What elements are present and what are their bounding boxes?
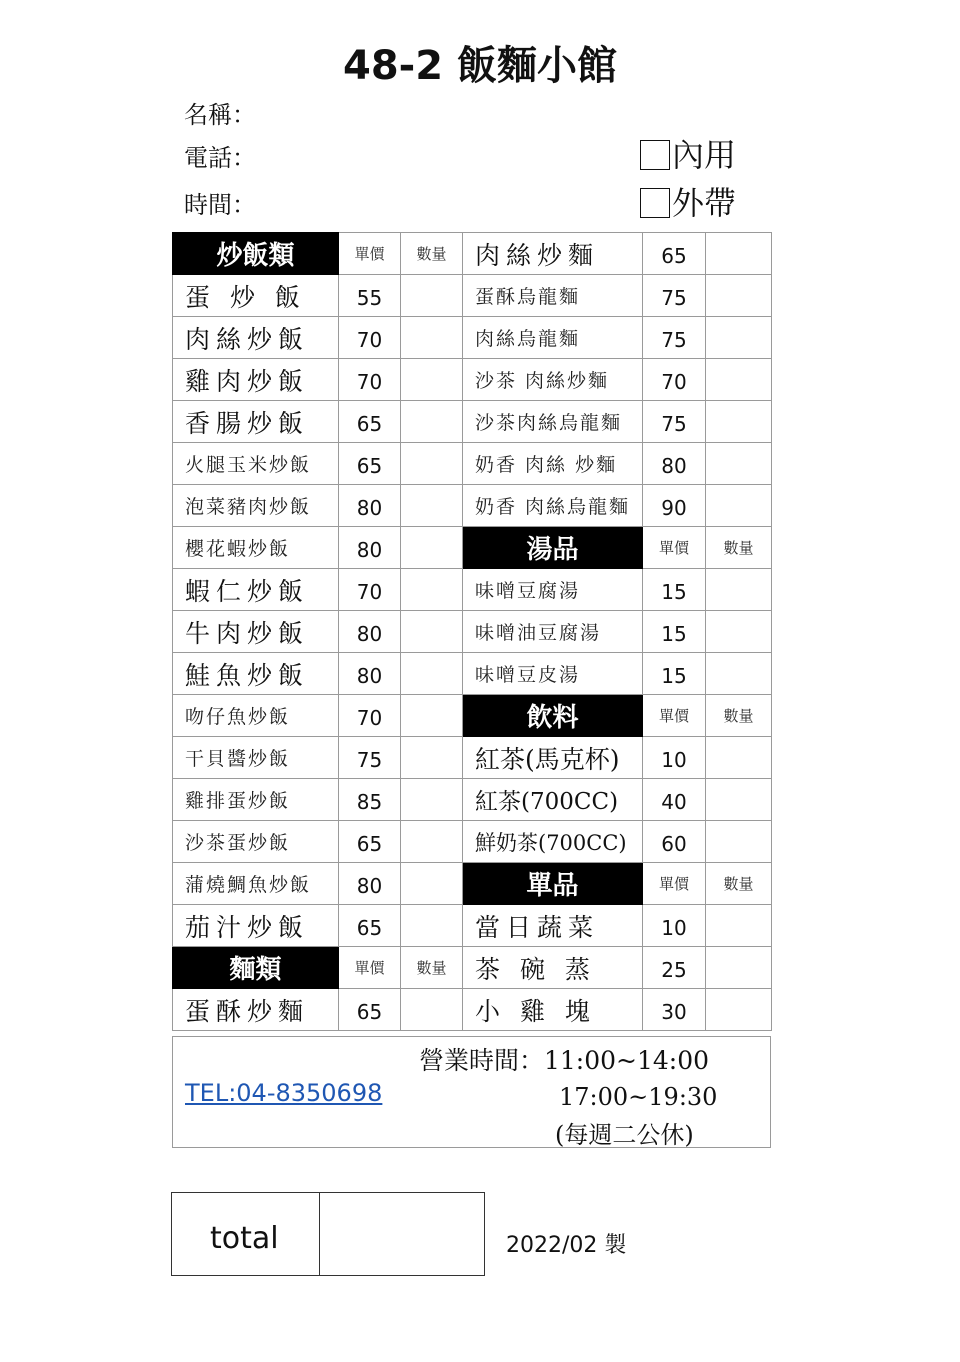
fried-rice-item-name: 蛋 炒 飯 <box>173 275 339 317</box>
quantity-cell[interactable] <box>401 401 463 443</box>
noodle-item-name: 肉絲烏龍麵 <box>463 317 643 359</box>
table-row <box>173 317 772 359</box>
soup-header: 湯品 <box>463 527 643 569</box>
time-label: 時間： <box>184 191 256 219</box>
quantity-header: 數量 <box>706 863 772 905</box>
noodle-item-name: 肉絲炒麵 <box>463 233 643 275</box>
fried-rice-item-name: 蒲燒鯛魚炒飯 <box>173 863 339 905</box>
unit-price-header: 單價 <box>643 863 706 905</box>
table-row <box>173 569 772 611</box>
table-row <box>173 863 772 905</box>
fried-rice-item-price: 80 <box>339 653 401 695</box>
table-row <box>173 653 772 695</box>
quantity-cell[interactable] <box>401 317 463 359</box>
drink-item-price: 40 <box>643 779 706 821</box>
noodle-item-name: 蛋酥炒麵 <box>173 989 339 1031</box>
quantity-cell[interactable] <box>401 737 463 779</box>
soup-item-name: 味噌豆皮湯 <box>463 653 643 695</box>
quantity-header: 數量 <box>401 233 463 275</box>
unit-price-header: 單價 <box>643 695 706 737</box>
noodles-header: 麵類 <box>173 947 339 989</box>
fried-rice-item-name: 牛肉炒飯 <box>173 611 339 653</box>
soup-item-price: 15 <box>643 653 706 695</box>
fried-rice-item-price: 65 <box>339 905 401 947</box>
table-row <box>173 401 772 443</box>
holiday-note: (每週二公休) <box>555 1121 694 1149</box>
fried-rice-header: 炒飯類 <box>173 233 339 275</box>
fried-rice-item-price: 70 <box>339 695 401 737</box>
footer-info <box>172 1036 771 1148</box>
quantity-header: 數量 <box>706 695 772 737</box>
single-item-name: 茶 碗 蒸 <box>463 947 643 989</box>
table-row <box>173 779 772 821</box>
drink-item-price: 60 <box>643 821 706 863</box>
total-value-box[interactable] <box>319 1192 485 1276</box>
fried-rice-item-name: 蝦仁炒飯 <box>173 569 339 611</box>
noodle-item-name: 蛋酥烏龍麵 <box>463 275 643 317</box>
fried-rice-item-price: 80 <box>339 863 401 905</box>
table-row <box>173 947 772 989</box>
quantity-cell[interactable] <box>401 905 463 947</box>
quantity-cell[interactable] <box>706 947 772 989</box>
noodle-item-price: 90 <box>643 485 706 527</box>
drink-item-name: 紅茶(馬克杯) <box>463 737 643 779</box>
fried-rice-item-name: 茄汁炒飯 <box>173 905 339 947</box>
table-row <box>173 359 772 401</box>
menu-table <box>172 232 772 1031</box>
business-hours: 營業時間：11:00~14:00 <box>419 1046 710 1075</box>
noodle-item-price: 75 <box>643 275 706 317</box>
takeout-label: 外帶 <box>672 184 737 222</box>
drinks-header: 飲料 <box>463 695 643 737</box>
drink-item-name: 紅茶(700CC) <box>463 779 643 821</box>
table-row <box>173 905 772 947</box>
noodle-item-name: 沙茶肉絲烏龍麵 <box>463 401 643 443</box>
quantity-cell[interactable] <box>706 989 772 1031</box>
unit-price-header: 單價 <box>339 233 401 275</box>
noodle-item-price: 70 <box>643 359 706 401</box>
unit-price-header: 單價 <box>643 527 706 569</box>
singles-header: 單品 <box>463 863 643 905</box>
fried-rice-item-name: 沙茶蛋炒飯 <box>173 821 339 863</box>
single-item-price: 30 <box>643 989 706 1031</box>
phone-link[interactable]: TEL:04-8350698 <box>185 1079 383 1107</box>
single-item-name: 當日蔬菜 <box>463 905 643 947</box>
fried-rice-item-name: 鮭魚炒飯 <box>173 653 339 695</box>
dine-in-label: 內用 <box>672 136 737 174</box>
table-row <box>173 821 772 863</box>
fried-rice-item-price: 80 <box>339 527 401 569</box>
table-row <box>173 989 772 1031</box>
quantity-cell[interactable] <box>401 821 463 863</box>
fried-rice-item-name: 干貝醬炒飯 <box>173 737 339 779</box>
fried-rice-item-price: 65 <box>339 443 401 485</box>
soup-item-name: 味噌豆腐湯 <box>463 569 643 611</box>
table-row <box>173 695 772 737</box>
fried-rice-item-name: 肉絲炒飯 <box>173 317 339 359</box>
phone-label: 電話： <box>184 144 256 172</box>
table-row <box>173 611 772 653</box>
fried-rice-item-price: 85 <box>339 779 401 821</box>
fried-rice-item-price: 70 <box>339 359 401 401</box>
quantity-cell[interactable] <box>706 821 772 863</box>
noodle-item-price: 75 <box>643 401 706 443</box>
quantity-header: 數量 <box>706 527 772 569</box>
total-label: total <box>210 1221 279 1256</box>
quantity-cell[interactable] <box>706 233 772 275</box>
page-title: 48-2 飯麵小館 <box>342 43 618 89</box>
soup-item-price: 15 <box>643 611 706 653</box>
quantity-cell[interactable] <box>706 359 772 401</box>
table-row <box>173 233 772 275</box>
dine-in-checkbox[interactable] <box>640 140 670 170</box>
quantity-cell[interactable] <box>401 443 463 485</box>
quantity-cell[interactable] <box>401 527 463 569</box>
quantity-header: 數量 <box>401 947 463 989</box>
quantity-cell[interactable] <box>401 485 463 527</box>
single-item-name: 小 雞 塊 <box>463 989 643 1031</box>
quantity-cell[interactable] <box>706 653 772 695</box>
noodle-item-name: 奶香 肉絲 炒麵 <box>463 443 643 485</box>
fried-rice-item-price: 65 <box>339 821 401 863</box>
total-label-box <box>171 1192 320 1276</box>
quantity-cell[interactable] <box>401 569 463 611</box>
fried-rice-item-price: 80 <box>339 485 401 527</box>
quantity-cell[interactable] <box>401 611 463 653</box>
table-row <box>173 275 772 317</box>
quantity-cell[interactable] <box>401 989 463 1031</box>
quantity-cell[interactable] <box>706 443 772 485</box>
name-label: 名稱： <box>184 101 256 129</box>
noodle-item-price: 75 <box>643 317 706 359</box>
unit-price-header: 單價 <box>339 947 401 989</box>
noodle-item-name: 奶香 肉絲烏龍麵 <box>463 485 643 527</box>
dine-in-option[interactable] <box>640 136 736 174</box>
fried-rice-item-name: 吻仔魚炒飯 <box>173 695 339 737</box>
table-row <box>173 737 772 779</box>
fried-rice-item-name: 櫻花蝦炒飯 <box>173 527 339 569</box>
quantity-cell[interactable] <box>401 863 463 905</box>
drink-item-name: 鮮奶茶(700CC) <box>463 821 643 863</box>
noodle-item-name: 沙茶 肉絲炒麵 <box>463 359 643 401</box>
fried-rice-item-name: 雞排蛋炒飯 <box>173 779 339 821</box>
quantity-cell[interactable] <box>401 695 463 737</box>
takeout-option[interactable] <box>640 184 736 222</box>
quantity-cell[interactable] <box>401 779 463 821</box>
soup-item-price: 15 <box>643 569 706 611</box>
quantity-cell[interactable] <box>401 275 463 317</box>
noodle-item-price: 65 <box>339 989 401 1031</box>
single-item-price: 10 <box>643 905 706 947</box>
fried-rice-item-name: 香腸炒飯 <box>173 401 339 443</box>
table-row <box>173 527 772 569</box>
quantity-cell[interactable] <box>706 905 772 947</box>
quantity-cell[interactable] <box>706 275 772 317</box>
quantity-cell[interactable] <box>401 359 463 401</box>
noodle-item-price: 65 <box>643 233 706 275</box>
quantity-cell[interactable] <box>706 737 772 779</box>
quantity-cell[interactable] <box>401 653 463 695</box>
table-row <box>173 443 772 485</box>
takeout-checkbox[interactable] <box>640 188 670 218</box>
fried-rice-item-price: 80 <box>339 611 401 653</box>
quantity-cell[interactable] <box>706 569 772 611</box>
table-row <box>173 485 772 527</box>
quantity-cell[interactable] <box>706 401 772 443</box>
quantity-cell[interactable] <box>706 611 772 653</box>
fried-rice-item-price: 55 <box>339 275 401 317</box>
made-date: 2022/02 製 <box>506 1233 627 1258</box>
soup-item-name: 味噌油豆腐湯 <box>463 611 643 653</box>
quantity-cell[interactable] <box>706 485 772 527</box>
fried-rice-item-price: 65 <box>339 401 401 443</box>
drink-item-price: 10 <box>643 737 706 779</box>
fried-rice-item-price: 70 <box>339 317 401 359</box>
business-hours-evening: 17:00~19:30 <box>559 1083 718 1111</box>
fried-rice-item-price: 75 <box>339 737 401 779</box>
single-item-price: 25 <box>643 947 706 989</box>
fried-rice-item-name: 雞肉炒飯 <box>173 359 339 401</box>
fried-rice-item-price: 70 <box>339 569 401 611</box>
quantity-cell[interactable] <box>706 317 772 359</box>
fried-rice-item-name: 火腿玉米炒飯 <box>173 443 339 485</box>
noodle-item-price: 80 <box>643 443 706 485</box>
fried-rice-item-name: 泡菜豬肉炒飯 <box>173 485 339 527</box>
quantity-cell[interactable] <box>706 779 772 821</box>
